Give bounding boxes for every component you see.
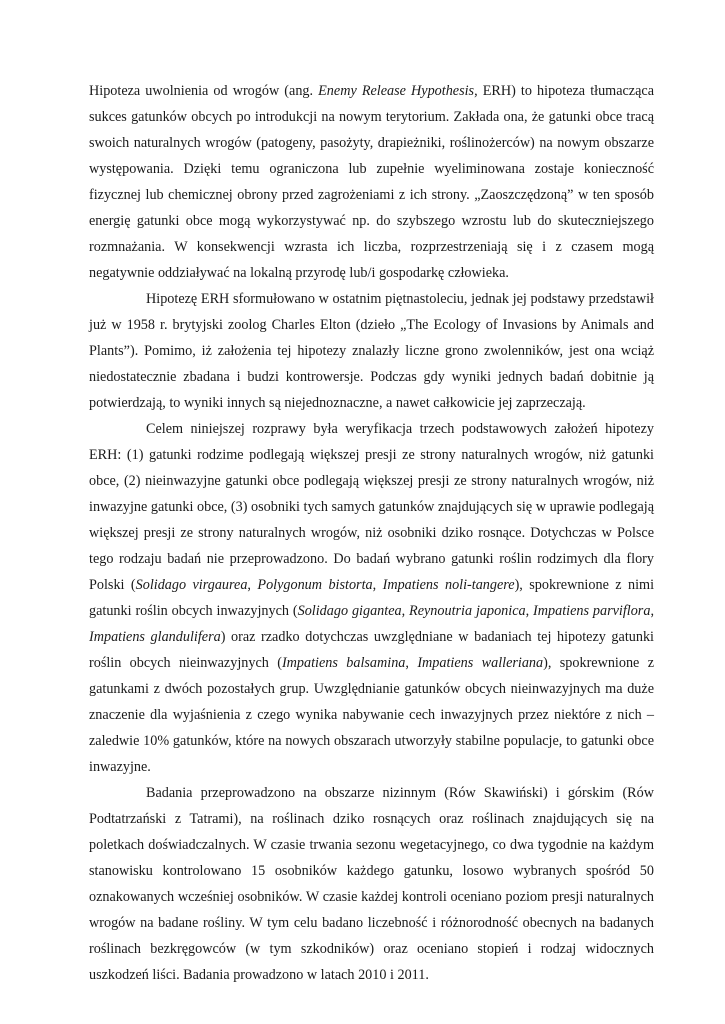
paragraph-methods	[89, 780, 654, 988]
italic-term: Impatiens noli-tangere	[382, 577, 515, 593]
text-run: ) oraz rzadko dotychczas uwzględniane w badaniach tej hipotezy gatunki roślin obcych nieinwazyjnych (	[89, 629, 654, 671]
italic-term: Impatiens balsamina	[281, 655, 406, 671]
text-run: ), spokrewnione z nimi gatunki roślin obcych inwazyjnych (	[89, 577, 655, 619]
text-run: Hipoteza uwolnienia od wrogów (ang.	[89, 83, 319, 99]
text-run: , ERH) to hipoteza tłumacząca sukces gatunków obcych po introdukcji na nowym terytorium. Zakłada ona, że gatunki obce tracą swoich naturalnych wrogów (patogeny, pasożyty, drapieżniki, roślinożerców) na nowym obszarze występowania. Dzięki temu ograniczona lub zupełnie wyeliminowana zostaje konieczność fizycznej lub chemicznej obrony przed zagrożeniami z ich strony. „Zaoszczędzoną” w ten sposób energię gatunki obce mogą wykorzystywać np. do szybszego wzrostu lub do skuteczniejszego rozmnażania. W konsekwencji wzrasta ich liczba, rozprzestrzeniają się i z czasem mogą negatywnie oddziaływać na lokalną przyrodę lub/i gospodarkę człowieka.	[89, 83, 654, 281]
italic-term: Solidago gigantea	[297, 603, 402, 619]
italic-term: Reynoutria japonica	[409, 603, 526, 619]
paragraph-erh-history	[89, 286, 654, 416]
text-run: ), spokrewnione z gatunkami z dwóch pozostałych grup. Uwzględnianie gatunków obcych nieinwazyjnych ma duże znaczenie dla wyjaśnienia z czego wynika nabywanie cech inwazyjnych przez niektóre z nich – zaledwie 10% gatunków, które na nowych obszarach utworzyły stabilne populacje, to gatunki obce inwazyjne.	[89, 655, 655, 775]
italic-term: Solidago virgaurea	[135, 577, 248, 593]
paragraph-research-aim	[89, 416, 654, 780]
text-run: ,	[650, 603, 654, 619]
document-page	[89, 78, 654, 988]
text-run: ,	[247, 577, 258, 593]
text-run: ,	[401, 603, 410, 619]
text-run: Hipotezę ERH sformułowano w ostatnim piętnastoleciu, jednak jej podstawy przedstawił już w 1958 r. brytyjski zoolog Charles Elton (dzieło „The Ecology of Invasions by Animals and Plants”). Pomimo, iż założenia tej hipotezy znalazły liczne grono zwolenników, jest ona wciąż niedostatecznie zbadana i budzi kontrowersje. Podczas gdy wyniki jednych badań dobitnie ją potwierdzają, to wyniki innych są niejednoznaczne, a nawet całkowicie jej zaprzeczają.	[89, 291, 654, 411]
text-run: ,	[372, 577, 383, 593]
paragraph-enemy-release-hypothesis	[89, 78, 654, 286]
italic-term: Enemy Release Hypothesis	[318, 83, 475, 99]
text-run: Badania przeprowadzono na obszarze nizinnym (Rów Skawiński) i górskim (Rów Podtatrzański z Tatrami), na roślinach dziko rosnących oraz roślinach znajdujących się na poletkach doświadczalnych. W czasie trwania sezonu wegetacyjnego, co dwa tygodnie na każdym stanowisku kontrolowano 15 osobników każdego gatunku, losowo wybranych spośród 50 oznakowanych wcześniej osobników. W czasie każdej kontroli oceniano poziom presji naturalnych wrogów na badane rośliny. W tym celu badano liczebność i różnorodność obecnych na badanych roślinach bezkręgowców (w tym szkodników) oraz oceniano stopień i rodzaj widocznych uszkodzeń liści. Badania prowadzono w latach 2010 i 2011.	[89, 785, 654, 983]
italic-term: Polygonum bistorta	[257, 577, 373, 593]
italic-term: Impatiens glandulifera	[89, 629, 221, 645]
text-run: Celem niniejszej rozprawy była weryfikacja trzech podstawowych założeń hipotezy ERH: (1) gatunki rodzime podlegają większej presji ze strony naturalnych wrogów, niż gatunki obce, (2) nieinwazyjne gatunki obce podlegają większej presji ze strony naturalnych wrogów, niż inwazyjne gatunki obce, (3) osobniki tych samych gatunków znajdujących się w uprawie podlegają większej presji ze strony naturalnych wrogów, niż osobniki dziko rosnące. Dotychczas w Polsce tego rodzaju badań nie przeprowadzono. Do badań wybrano gatunki roślin rodzimych dla flory Polski (	[89, 421, 654, 593]
italic-term: Impatiens parviflora	[533, 603, 651, 619]
italic-term: Impatiens walleriana	[417, 655, 544, 671]
text-run: ,	[405, 655, 418, 671]
text-run: ,	[525, 603, 534, 619]
